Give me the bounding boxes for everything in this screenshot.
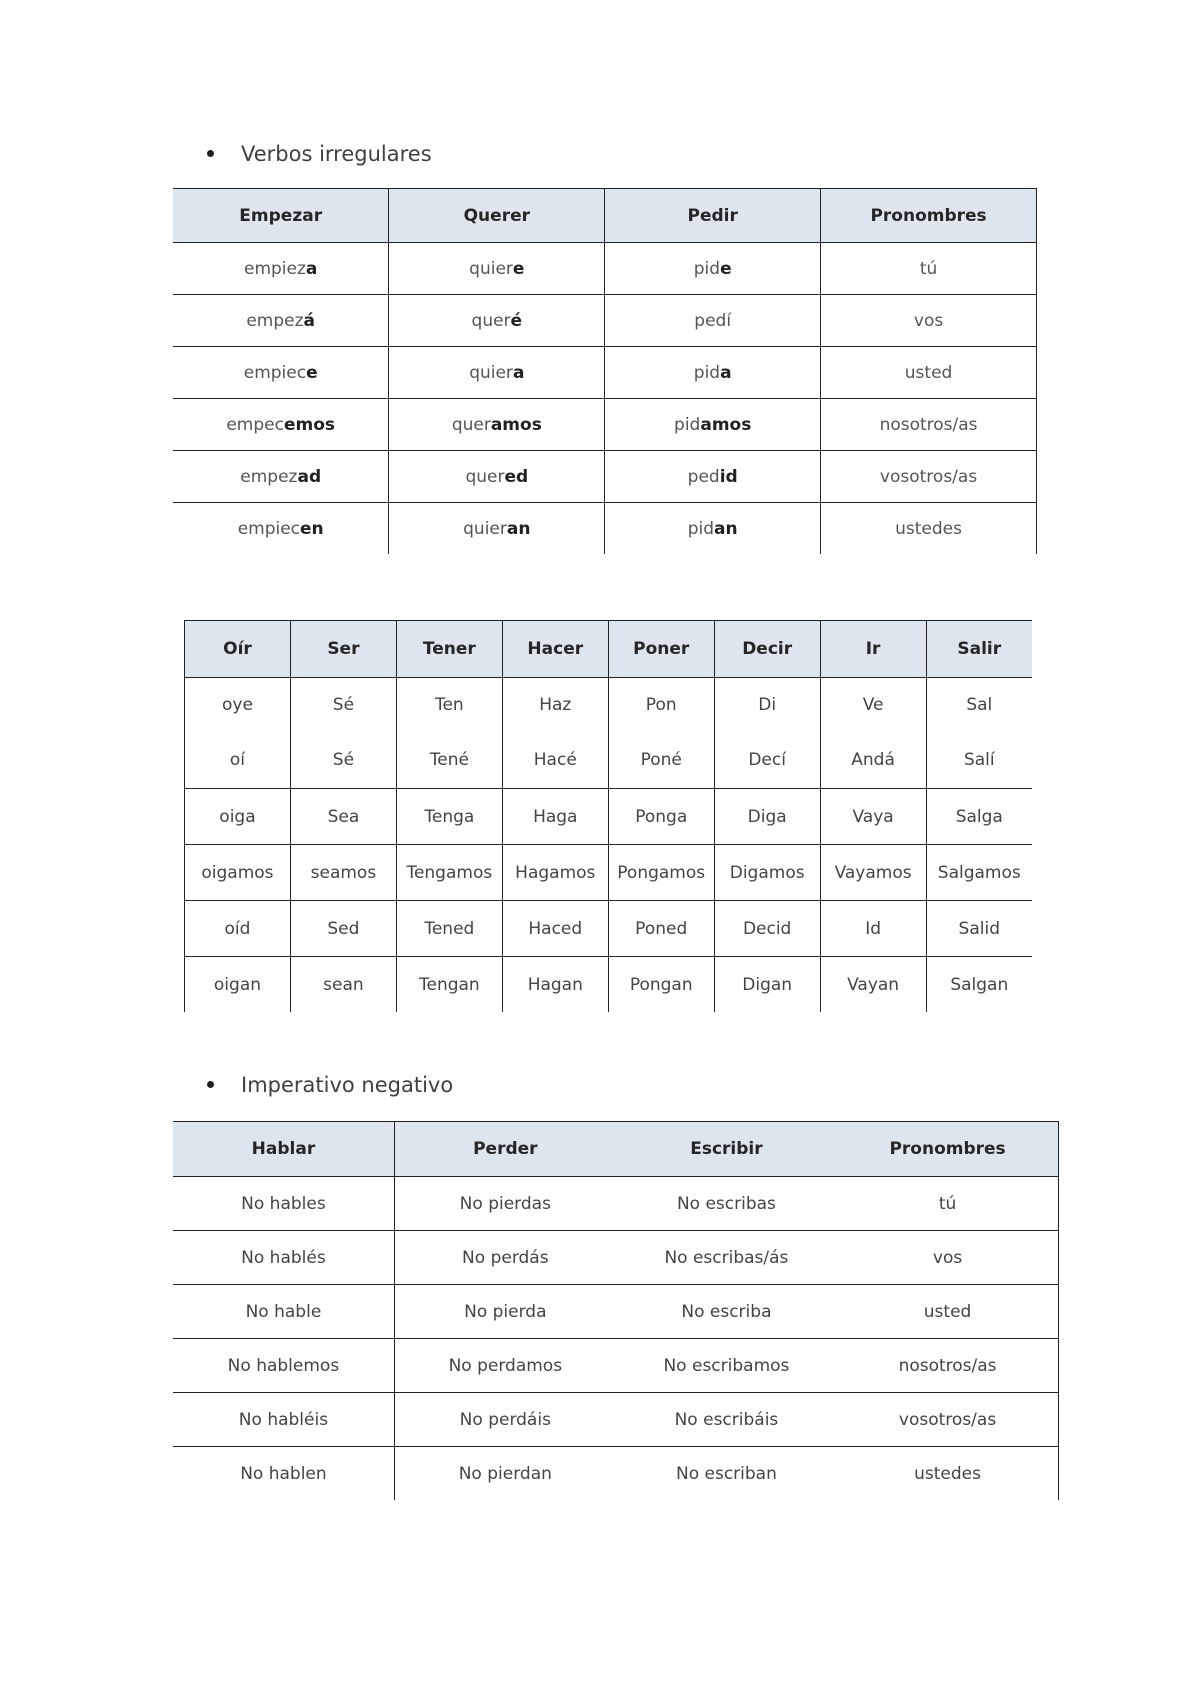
table-cell: Sea [290,789,396,845]
column-header: Pronombres [821,189,1037,243]
verb-ending: a [512,362,525,383]
table-cell: seamos [290,845,396,901]
section-heading-irregular [207,142,432,166]
imperative-vos: oí [229,750,246,770]
imperative-tu: Sal [966,695,993,715]
verb-ending: ad [297,466,322,487]
verb-stem: pedí [694,310,732,331]
table-cell: No hable [173,1285,394,1339]
table-cell: No hablemos [173,1339,394,1393]
table-cell: oíd [185,901,291,957]
table-cell: Diga [714,789,820,845]
table-row [185,957,1033,1013]
table-cell [821,503,1037,555]
table-row [185,789,1033,845]
verb-stem: ustedes [895,518,962,539]
table-cell [290,678,396,789]
table-cell [926,678,1032,789]
table-cell [389,243,605,295]
verb-stem: quier [469,258,513,279]
verb-ending: a [305,258,318,279]
verb-stem: ped [687,466,720,487]
verb-ending: á [303,310,316,331]
column-header: Hablar [173,1122,394,1177]
table-cell [173,451,389,503]
table-cell: Salid [926,901,1032,957]
table-cell: Pongan [608,957,714,1013]
table-cell: oigan [185,957,291,1013]
imperative-tu: Di [758,695,777,715]
column-header: Decir [714,621,820,678]
table-cell: No escriba [616,1285,837,1339]
table-cell [173,243,389,295]
table-row [173,243,1037,295]
imperative-tu: Haz [539,695,572,715]
verb-ending: é [510,310,523,331]
column-header: Empezar [173,189,389,243]
imperative-tu: Sé [332,695,355,715]
verb-stem: empez [246,310,304,331]
imperative-tu: Ve [862,695,884,715]
verb-ending: id [719,466,738,487]
table-row [173,1339,1059,1393]
table-cell [185,678,291,789]
negative-imperative-table [173,1121,1059,1500]
column-header: Pedir [605,189,821,243]
table-cell: Tengamos [396,845,502,901]
table-cell [173,347,389,399]
column-header: Salir [926,621,1032,678]
table-row [173,1393,1059,1447]
verb-ending: e [720,258,732,279]
table-header-row [173,1122,1059,1177]
table-cell: Tenga [396,789,502,845]
column-header: Escribir [616,1122,837,1177]
table-cell: No pierda [394,1285,615,1339]
column-header: Tener [396,621,502,678]
table-cell [821,451,1037,503]
verb-ending: ed [504,466,529,487]
bullet-icon [207,150,214,157]
table-cell: oiga [185,789,291,845]
imperative-vos: Sé [332,750,355,770]
table-cell [605,347,821,399]
imperative-vos: Decí [748,750,786,770]
table-cell: Hagan [502,957,608,1013]
table-cell: Haced [502,901,608,957]
table-cell [173,503,389,555]
table-header-row [185,621,1033,678]
table-cell: usted [837,1285,1058,1339]
table-cell: No perdáis [394,1393,615,1447]
verb-stem: pid [687,518,715,539]
table-cell [605,503,821,555]
table-cell: tú [837,1177,1058,1231]
table-cell [821,347,1037,399]
verb-ending: a [720,362,732,383]
bullet-icon [207,1081,214,1088]
table-cell: No pierdan [458,1463,552,1484]
verb-stem: quer [465,466,505,487]
table-row [173,1447,1059,1501]
table-cell: oigamos [185,845,291,901]
table-cell [821,295,1037,347]
table-cell: No perdás [394,1231,615,1285]
table-cell: No pierdas [394,1177,615,1231]
table-cell: ustedes [837,1447,1058,1501]
verb-ending: emos [283,414,336,435]
table-cell: Vayan [820,957,926,1013]
verb-stem: nosotros/as [879,414,978,435]
verb-ending: en [300,518,324,539]
imperative-vos: Salí [963,750,995,770]
table-row [185,845,1033,901]
imperative-vos: Andá [851,750,895,770]
verb-stem: usted [904,362,953,383]
table-cell: Salgamos [926,845,1032,901]
table-cell [502,678,608,789]
verb-ending: amos [490,414,542,435]
table-cell: No escribáis [616,1393,837,1447]
section-heading-text: Verbos irregulares [241,142,432,166]
imperative-vos: Poné [640,750,682,770]
table-cell: No habléis [173,1393,394,1447]
verb-stem: empec [226,414,284,435]
table-cell: Decid [714,901,820,957]
table-cell: No perdamos [394,1339,615,1393]
column-header: Perder [394,1122,615,1177]
verb-ending: an [714,518,738,539]
table-cell: Haga [502,789,608,845]
verb-stem: quer [451,414,491,435]
table-row [173,1177,1059,1231]
table-cell: No hables [173,1177,394,1231]
table-row [173,451,1037,503]
column-header: Ir [820,621,926,678]
table-cell [389,399,605,451]
table-row [173,295,1037,347]
verb-stem: pid [674,414,701,435]
table-cell: No hablen [173,1447,394,1501]
table-cell: No escribas [616,1177,837,1231]
table-cell: Vaya [820,789,926,845]
table-cell: Sed [290,901,396,957]
table-cell [389,503,605,555]
table-row [173,1285,1059,1339]
table-cell [821,399,1037,451]
table-cell [173,399,389,451]
column-header: Poner [608,621,714,678]
table-row [173,347,1037,399]
table-cell [605,295,821,347]
verb-stem: empiec [237,518,301,539]
verb-stem: quer [471,310,511,331]
section-heading-negative [207,1073,453,1097]
table-cell: sean [290,957,396,1013]
table-cell [821,243,1037,295]
table-cell: Pongamos [608,845,714,901]
table-cell: Id [820,901,926,957]
table-cell: Vayamos [820,845,926,901]
table-cell: Ponga [608,789,714,845]
irregular-imperatives-table [184,620,1032,1012]
column-header: Querer [389,189,605,243]
section-heading-text: Imperativo negativo [241,1073,454,1097]
verb-stem: pid [693,362,721,383]
table-cell [396,678,502,789]
table-cell: No hablés [173,1231,394,1285]
verb-ending: e [512,258,525,279]
verb-stem: vosotros/as [879,466,978,487]
table-cell [389,295,605,347]
table-header-row [173,189,1037,243]
imperative-tu: oye [222,695,253,715]
table-row [185,901,1033,957]
column-header: Oír [185,621,291,678]
verb-stem: quier [469,362,513,383]
table-cell: Digan [714,957,820,1013]
table-row [173,1231,1059,1285]
table-cell: Tengan [396,957,502,1013]
table-cell: vosotros/as [837,1393,1058,1447]
verb-stem: empez [240,466,298,487]
verb-stem: vos [913,310,944,331]
imperative-tu: Pon [645,695,677,715]
table-row [173,503,1037,555]
verb-stem: empiez [243,258,306,279]
column-header: Ser [290,621,396,678]
table-row [185,678,1033,789]
column-header: Pronombres [837,1122,1058,1177]
table-cell [820,678,926,789]
table-cell: Salgan [950,974,1009,995]
imperative-tu: Ten [434,695,464,715]
table-cell [714,678,820,789]
imperative-vos: Hacé [533,750,577,770]
table-cell [389,347,605,399]
table-cell: Tened [396,901,502,957]
verb-stem: tú [919,258,938,279]
table-cell: Poned [608,901,714,957]
verb-stem: quier [463,518,507,539]
table-row [173,399,1037,451]
table-cell: No escribamos [616,1339,837,1393]
table-cell: No escribas/ás [616,1231,837,1285]
table-cell: Digamos [714,845,820,901]
table-cell: Hagamos [502,845,608,901]
verb-stem: empiec [243,362,307,383]
table-cell: Salga [926,789,1032,845]
table-cell [605,451,821,503]
verb-ending: amos [700,414,752,435]
table-cell [389,451,605,503]
table-cell [605,243,821,295]
table-cell: vos [837,1231,1058,1285]
table-cell [605,399,821,451]
table-cell [608,678,714,789]
column-header: Hacer [502,621,608,678]
imperative-vos: Tené [429,750,469,770]
verb-ending: e [306,362,318,383]
verb-ending: an [506,518,531,539]
table-cell: No escriban [675,1463,777,1484]
irregular-verbs-table [173,188,1037,554]
table-cell [173,295,389,347]
table-cell: nosotros/as [837,1339,1058,1393]
verb-stem: pid [693,258,721,279]
